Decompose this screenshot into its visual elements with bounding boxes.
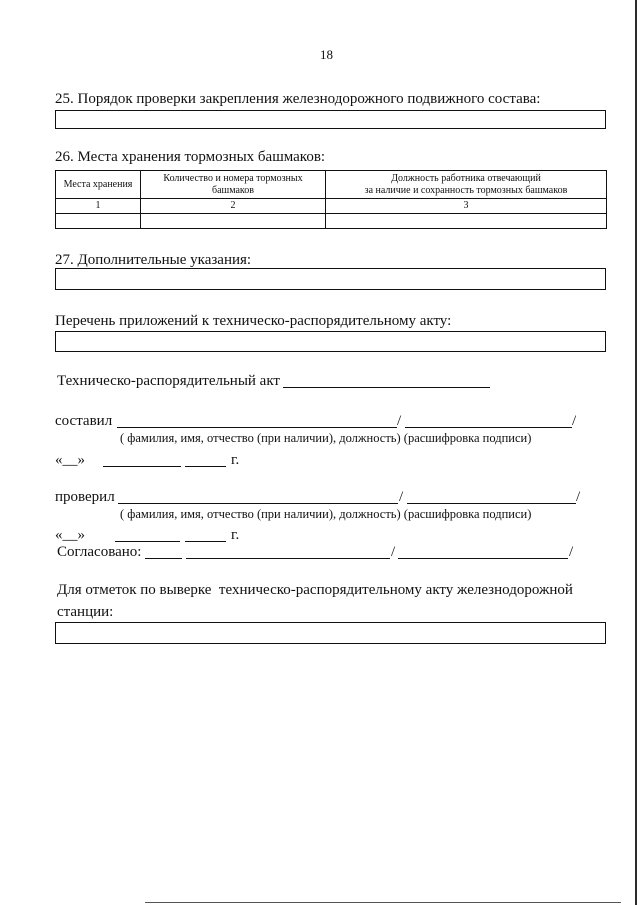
section-25-field-box [55,110,606,129]
column-number: 1 [56,199,141,214]
column-number: 3 [326,199,607,214]
checked-by-separator-end: / [576,489,581,505]
compiled-by-separator-end: / [572,413,577,429]
agreed-name-line [186,558,390,559]
act-blank-line [283,387,490,388]
compiled-date-year-suffix: г. [231,452,240,468]
section-27-field-box [55,268,606,290]
agreed-signature-line [398,558,568,559]
column-number-row [56,199,607,214]
table-cell-empty [141,214,326,229]
checked-by-label: проверил [55,489,115,505]
compiled-by-label: составил [55,413,113,429]
checked-by-separator: / [399,489,404,505]
agreed-short-line [145,558,182,559]
header-line: за наличие и сохранность тормозных башмаков [364,184,568,196]
checked-date-year-line [185,541,226,542]
brake-shoe-storage-table [55,170,607,229]
column-number: 2 [141,199,326,214]
compiled-date-year-line [185,466,226,467]
reconciliation-field-box [55,622,606,644]
section-27-title: 27. Дополнительные указания: [55,252,252,268]
appendices-field-box [55,331,606,352]
header-line: башмаков [212,184,254,196]
header-line: Должность работника отвечающий [391,172,541,184]
column-header-quantity-and-numbers [141,171,326,199]
compiled-by-name-line [117,427,397,428]
checked-by-hint: ( фамилия, имя, отчество (при наличии), должность) (расшифровка подписи) [120,507,532,521]
compiled-by-hint: ( фамилия, имя, отчество (при наличии), должность) (расшифровка подписи) [120,431,532,445]
section-26-title: 26. Места хранения тормозных башмаков: [55,149,326,165]
table-header-row [56,171,607,199]
page-number: 18 [320,47,333,62]
checked-by-name-line [118,503,398,504]
agreed-separator: / [391,544,396,560]
table-cell-empty [326,214,607,229]
act-label: Техническо-распорядительный акт [57,373,280,389]
compiled-by-signature-line [405,427,572,428]
compiled-by-separator: / [397,413,402,429]
compiled-date-day: «__» [55,452,85,468]
scan-edge-bottom [145,902,621,903]
column-header-storage-places [56,171,141,199]
agreed-label: Согласовано: [57,544,142,560]
column-header-responsible-position [326,171,607,199]
agreed-separator-end: / [569,544,574,560]
compiled-date-month-line [103,466,181,467]
reconciliation-title-line-1: Для отметок по выверке техническо-распорядительному акту железнодорожной [57,582,573,598]
header-line: Места хранения [63,178,133,190]
checked-date-month-line [115,541,180,542]
section-25-title: 25. Порядок проверки закрепления железнодорожного подвижного состава: [55,91,541,107]
checked-by-signature-line [407,503,576,504]
table-row [56,214,607,229]
scan-edge-right [635,0,637,905]
table-cell-empty [56,214,141,229]
appendices-title: Перечень приложений к техническо-распорядительному акту: [55,313,452,329]
checked-date-year-suffix: г. [231,527,240,543]
checked-date-day: «__» [55,527,85,543]
header-line: Количество и номера тормозных [163,172,303,184]
reconciliation-title-line-2: станции: [57,604,114,620]
